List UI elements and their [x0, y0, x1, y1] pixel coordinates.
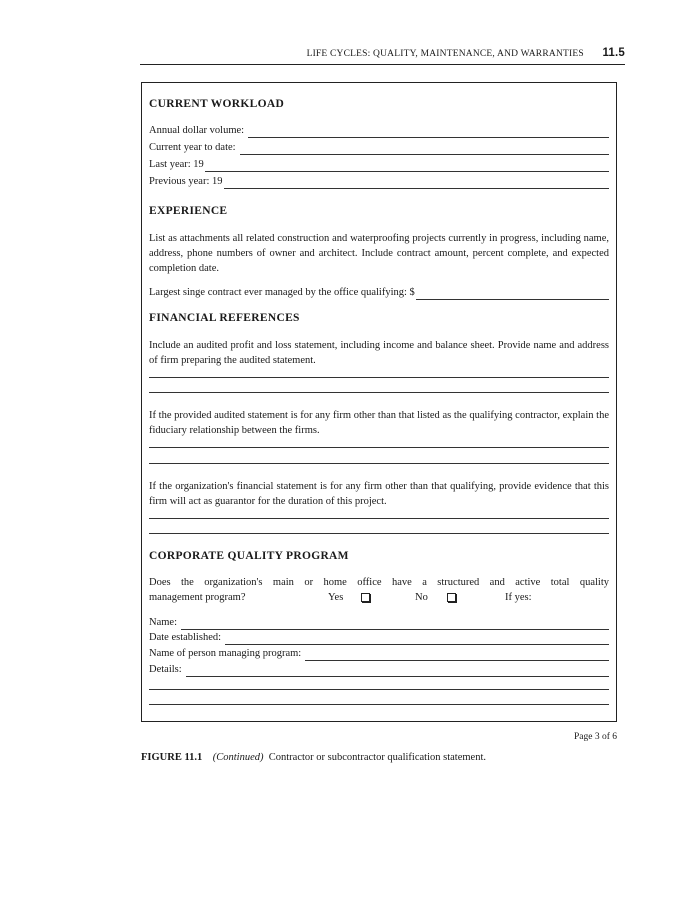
fill-line[interactable] [224, 177, 610, 189]
answer-line[interactable] [149, 518, 609, 519]
current-year-to-date-field[interactable] [149, 140, 609, 155]
yes-label: Yes [328, 592, 344, 603]
field-label: Annual dollar volume: [149, 125, 245, 136]
answer-line[interactable] [149, 704, 609, 705]
field-label: Previous year: 19 [149, 176, 223, 187]
experience-title: EXPERIENCE [149, 205, 228, 217]
qualification-form [141, 82, 617, 722]
field-label: Details: [149, 664, 182, 675]
answer-line[interactable] [149, 533, 609, 534]
financial-paragraph-audited: Include an audited profit and loss statement, including income and balance sheet. Provide name and address of firm preparing the audited statement. [149, 340, 609, 366]
last-year-field[interactable] [149, 157, 609, 172]
header-rule [140, 64, 625, 65]
program-name-field[interactable] [149, 615, 609, 630]
page-indicator: Page 3 of 6 [573, 732, 617, 742]
quality-question-line2: management program? [149, 592, 246, 603]
answer-line[interactable] [149, 377, 609, 378]
running-title: LIFE CYCLES: QUALITY, MAINTENANCE, AND WARRANTIES [306, 49, 584, 59]
corporate-quality-title: CORPORATE QUALITY PROGRAM [149, 550, 349, 562]
answer-line[interactable] [149, 447, 609, 448]
current-workload-title: CURRENT WORKLOAD [149, 98, 285, 110]
previous-year-field[interactable] [149, 174, 609, 189]
quality-answer-row [149, 590, 609, 605]
financial-paragraph-fiduciary: If the provided audited statement is for any firm other than that listed as the qualifying contractor, explain the fiduciary relationship between the firms. [149, 410, 609, 436]
fill-line[interactable] [305, 649, 609, 661]
largest-contract-field[interactable] [149, 285, 609, 300]
yes-checkbox[interactable] [361, 593, 370, 602]
fill-line[interactable] [248, 126, 609, 138]
fill-line[interactable] [181, 618, 609, 630]
answer-line[interactable] [149, 689, 609, 690]
field-label: Name of person managing program: [149, 648, 302, 659]
figure-label: FIGURE 11.1 [141, 752, 203, 763]
experience-paragraph: List as attachments all related construction and waterproofing projects currently in progress, including name, address, phone numbers of owner and architect. Include contract amount, percent complete, and expected completion date. [149, 233, 609, 274]
answer-line[interactable] [149, 392, 609, 393]
program-manager-field[interactable] [149, 646, 609, 661]
fill-line[interactable] [186, 665, 609, 677]
quality-question-line: Does the organization's main or home office have a structured and active total quality [149, 577, 609, 588]
if-yes-label: If yes: [505, 592, 532, 603]
header-page-number: 11.5 [602, 47, 625, 59]
continued-label: (Continued) [212, 752, 264, 763]
fill-line[interactable] [205, 160, 609, 172]
fill-line[interactable] [240, 143, 609, 155]
running-header [140, 47, 625, 59]
field-label: Last year: 19 [149, 159, 204, 170]
financial-paragraph-guarantor: If the organization's financial statement is for any firm other than that qualifying, provide evidence that this firm will act as guarantor for the duration of this project. [149, 481, 609, 507]
field-label: Date established: [149, 632, 222, 643]
field-label: Name: [149, 617, 177, 628]
details-field[interactable] [149, 662, 609, 677]
date-established-field[interactable] [149, 630, 609, 645]
fill-line[interactable] [225, 633, 609, 645]
caption-text: Contractor or subcontractor qualification statement. [268, 752, 486, 763]
annual-dollar-volume-field[interactable] [149, 123, 609, 138]
no-checkbox[interactable] [447, 593, 456, 602]
fill-line[interactable] [416, 288, 609, 300]
answer-line[interactable] [149, 463, 609, 464]
field-label: Current year to date: [149, 142, 236, 153]
figure-caption [141, 752, 486, 763]
no-label: No [415, 592, 428, 603]
field-label: Largest singe contract ever managed by the office qualifying: $ [149, 287, 415, 298]
financial-references-title: FINANCIAL REFERENCES [149, 312, 300, 324]
